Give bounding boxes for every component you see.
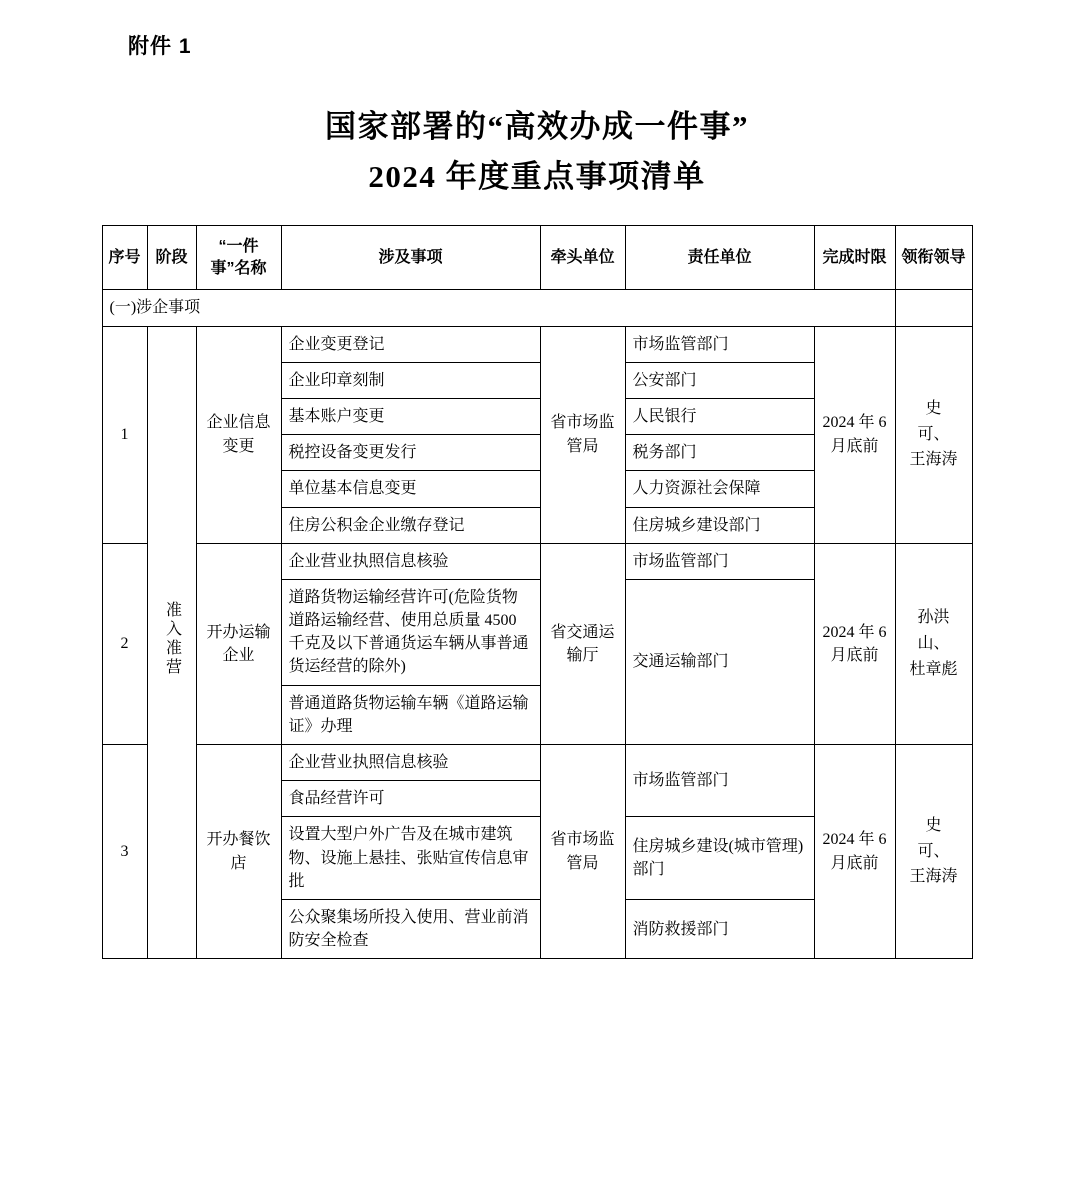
cell-lead-unit: 省交通运输厅 (540, 543, 625, 744)
section-blank-cell (895, 290, 972, 326)
cell-involved-item: 企业印章刻制 (281, 362, 540, 398)
leader-name: 史 可、 (917, 400, 958, 443)
column-header-name: “一件事”名称 (196, 226, 281, 290)
cell-involved-item: 设置大型户外广告及在城市建筑物、设施上悬挂、张贴宣传信息审批 (281, 817, 540, 900)
table-row (102, 326, 972, 362)
leader-name: 王海涛 (909, 868, 958, 886)
cell-involved-item: 企业营业执照信息核验 (281, 745, 540, 781)
cell-lead-unit: 省市场监管局 (540, 326, 625, 543)
column-header-chief: 领衔领导 (895, 226, 972, 290)
cell-responsible-unit: 住房城乡建设(城市管理)部门 (625, 817, 814, 900)
column-header-stage: 阶段 (147, 226, 196, 290)
cell-involved-item: 道路货物运输经营许可(危险货物道路运输经营、使用总质量 4500 千克及以下普通货运车辆从事普通货运经营的除外) (281, 579, 540, 685)
cell-responsible-unit: 市场监管部门 (625, 745, 814, 817)
cell-involved-item: 基本账户变更 (281, 398, 540, 434)
cell-involved-item: 单位基本信息变更 (281, 471, 540, 507)
title-line-1: 国家部署的“高效办成一件事” (325, 109, 749, 144)
cell-involved-item: 企业营业执照信息核验 (281, 543, 540, 579)
cell-involved-item: 住房公积金企业缴存登记 (281, 507, 540, 543)
cell-deadline: 2024 年 6 月底前 (814, 745, 895, 959)
cell-involved-item: 普通道路货物运输车辆《道路运输证》办理 (281, 685, 540, 744)
cell-stage (147, 326, 196, 959)
cell-seq: 2 (102, 543, 147, 744)
cell-seq: 3 (102, 745, 147, 959)
column-header-seq: 序号 (102, 226, 147, 290)
cell-responsible-unit: 人力资源社会保障 (625, 471, 814, 507)
key-items-table (102, 225, 973, 959)
cell-responsible-unit: 人民银行 (625, 398, 814, 434)
column-header-resp: 责任单位 (625, 226, 814, 290)
table-row (102, 745, 972, 781)
attachment-label: 附件 1 (128, 35, 192, 58)
cell-chief-leader (895, 543, 972, 744)
column-header-items: 涉及事项 (281, 226, 540, 290)
cell-involved-item: 税控设备变更发行 (281, 435, 540, 471)
document-title (0, 104, 1074, 203)
leader-name: 史 可、 (917, 817, 958, 860)
table-header (102, 226, 972, 290)
cell-responsible-unit: 市场监管部门 (625, 326, 814, 362)
leader-name: 杜章彪 (909, 660, 958, 678)
section-label: (一)涉企事项 (102, 290, 895, 326)
cell-item-name: 开办餐饮店 (196, 745, 281, 959)
cell-responsible-unit: 税务部门 (625, 435, 814, 471)
cell-involved-item: 企业变更登记 (281, 326, 540, 362)
cell-deadline: 2024 年 6 月底前 (814, 326, 895, 543)
column-header-lead: 牵头单位 (540, 226, 625, 290)
leader-name: 王海涛 (909, 451, 958, 469)
cell-involved-item: 公众聚集场所投入使用、营业前消防安全检查 (281, 899, 540, 958)
cell-lead-unit: 省市场监管局 (540, 745, 625, 959)
stage-label: 准入准营 (163, 600, 181, 677)
cell-chief-leader (895, 326, 972, 543)
cell-responsible-unit: 消防救援部门 (625, 899, 814, 958)
table-header-row (102, 226, 972, 290)
cell-item-name: 开办运输企业 (196, 543, 281, 744)
cell-seq: 1 (102, 326, 147, 543)
cell-deadline: 2024 年 6 月底前 (814, 543, 895, 744)
cell-involved-item: 食品经营许可 (281, 781, 540, 817)
column-header-deadline: 完成时限 (814, 226, 895, 290)
table-row (102, 543, 972, 579)
cell-responsible-unit: 市场监管部门 (625, 543, 814, 579)
table-body (102, 290, 972, 959)
title-line-2: 2024 年度重点事项清单 (368, 158, 706, 194)
cell-chief-leader (895, 745, 972, 959)
cell-item-name: 企业信息变更 (196, 326, 281, 543)
cell-responsible-unit: 住房城乡建设部门 (625, 507, 814, 543)
cell-responsible-unit: 交通运输部门 (625, 579, 814, 744)
cell-responsible-unit: 公安部门 (625, 362, 814, 398)
leader-name: 孙洪山、 (917, 609, 950, 653)
section-row (102, 290, 972, 326)
